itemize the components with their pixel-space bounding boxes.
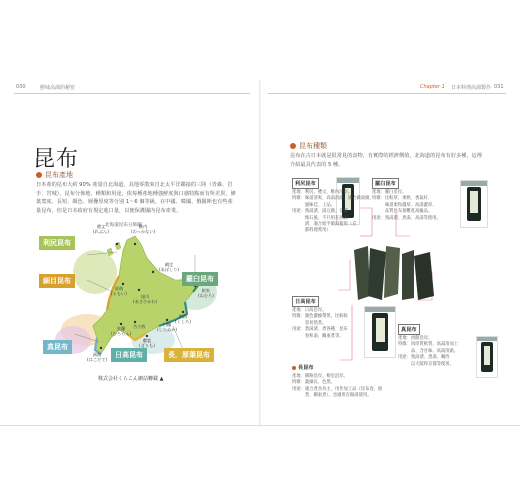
place-asahikawa: 旭川 (あさひかわ) [133,294,158,304]
place-hakodate: 函館 (はこだて) [87,352,108,362]
place-shiranuka: 白糠 (しらぬか) [157,322,178,332]
book-gutter [259,80,261,426]
section-heading-origin [36,170,73,180]
place-tomakomai: 苫小牧 [133,324,146,329]
place-rebun: 禮文 (れぶん) [93,224,109,234]
region-label-rausu: 羅臼昆布 [182,272,218,286]
region-label-naga: 長．厚葉昆布 [164,348,214,362]
kelp-tag-naga-label: 長昆布 [298,365,314,371]
left-header-rule [14,93,250,94]
left-running-title: 鮮味高湯的秘密 [40,85,76,91]
bullet-dot-icon [36,172,42,178]
place-nemuro: 根室 (ねむろ) [198,288,214,298]
hokkaido-kelp-map [35,222,228,372]
section-heading-label: 昆布種類 [299,142,327,150]
origin-paragraph: 日本產的昆布大約 90% 產量自北海道，其他零散來自北太平洋鄰接的三陸（青森、岩手、宮城），昆布分佈地、種類和用途，依每種產地種強鮮度與口感特點而有所差異，條葉寬度、長短、顏色、層疊厚度等分別 1～6 個等級，在中國、韓國、俄羅斯也有些產量昆布，但是日本政府有規定進口量，以便保護國內昆布產業。 [36,182,236,214]
region-label-ma: 真昆布 [43,340,72,354]
region-label-hidaka: 日高昆布 [111,348,147,362]
rausu-package-image [460,180,488,228]
section-heading-types [290,141,327,151]
kelp-desc-naga: 產地：釧路沿岸、根室沿岸。 特徵：葉細長、色黑。 用途：適合煮食為主、用作加工品（昆布卷、佃 煮、關東煮）。也適用在做湯使用。 [292,374,383,399]
place-erimo: 襟裳 (えりも) [139,338,155,348]
right-header-rule [268,93,506,94]
kelp-tag-rausu: 羅臼昆布 [372,178,399,189]
kelp-tag-rishiri: 利尻昆布 [292,178,319,189]
map-title: 北海道昆布分佈圖 [105,223,142,228]
section-heading-label: 昆布產地 [45,171,73,179]
kelp-tag-naga [292,364,314,371]
place-kushiro: 釧路 (くしろ) [175,314,191,324]
region-label-hosome: 細目昆布 [39,274,75,288]
right-running-title: 日本料理高湯製作 [451,85,492,91]
place-rumoi: 留萌 (るもい) [111,286,127,296]
hidaka-package-image [364,306,396,358]
right-page-number: 031 [494,84,504,90]
types-intro: 昆布在古日本就是很常見的食物，有實際的經濟價值，北海道的昆布有好多種，這裡介紹最具代表的 5 種。 [290,153,482,168]
kelp-tag-ma: 真昆布 [398,324,420,335]
right-chapter-label: Chapter 1 [420,84,445,90]
bullet-dot-icon [292,366,296,370]
page-bottom-edge [0,425,520,426]
dried-kelp-photo [348,244,438,302]
place-muroran: 室蘭 (むろらん) [111,326,132,336]
kelp-desc-ma: 產地：函館沿岸。 特徵：肉厚質軟質、高湯清而上 品、含甘味、高湯清澈。 用途：熟湯漬、煮湯、關西 以大阪和京都等使用。 [398,336,459,367]
region-label-rishiri: 利尻昆布 [39,236,75,250]
kelp-tag-hidaka: 日高昆布 [292,296,319,307]
place-wakkanai: 稚内 (わっかない) [131,224,156,234]
kelp-desc-hidaka: 產地：日高沿岸。 特徵：顏色濃綠帶黑、比較較 容易熬煮。 用途：煮湯漬、煮各種、昆布 卷和湯、關東煮等。 [292,308,348,339]
bullet-dot-icon [290,143,296,149]
map-credit: 株式会社くらこん網站轉載 ▲ [98,376,164,382]
kelp-desc-rishiri: 產地：利尻、禮文、稚內沿岸。 特徵：味道清爽、高湯清澈、適合做湯頭、 風味佳、上品。 用途：熟湯漬、湯豆腐、京都 懷石風、不只用在熟湯 漬、適合給手做湯使用（京 都料理愛用） [292,190,374,234]
page-title: 昆布 [33,147,80,172]
left-page-number: 030 [16,84,26,90]
ma-package-image [476,336,498,378]
kelp-desc-rausu: 產地：羅臼沿岸。 特徵：比較厚、柔軟、香氣好、 味道柔和濃厚、高湯濃厚、 品質昆布很難產高級品。 用途：熟湯漬、煮湯、高湯等使用。 [372,190,441,221]
place-abashiri: 網走 (あばしり) [159,262,180,272]
